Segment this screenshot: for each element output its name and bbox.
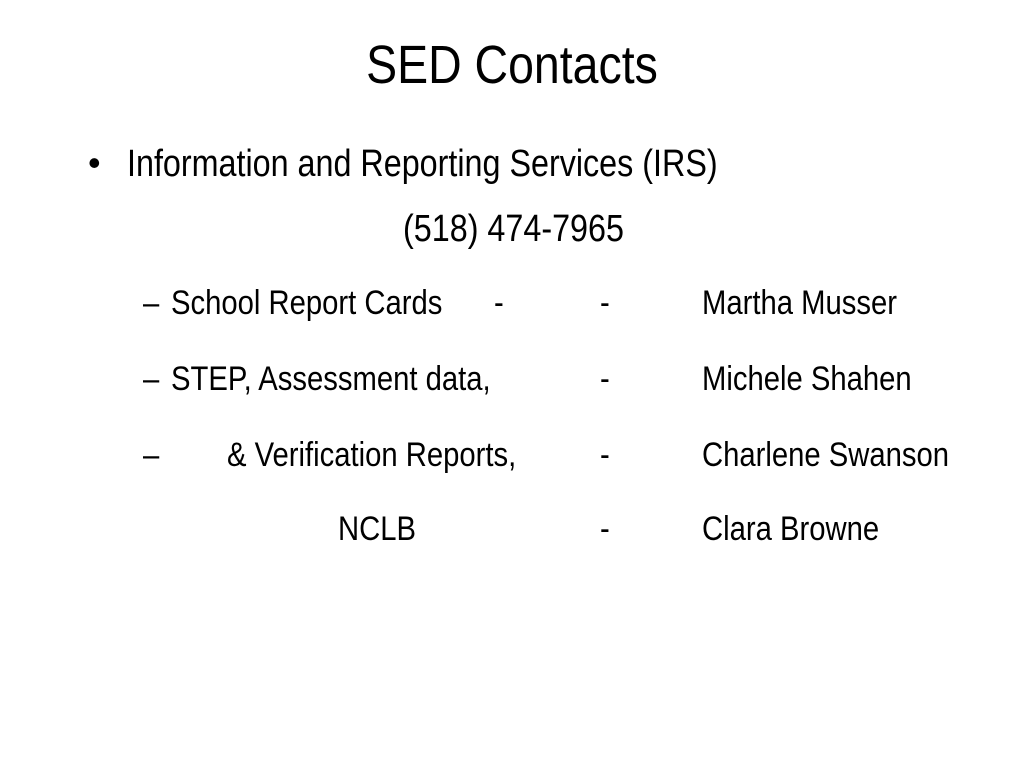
row-contact: Martha Musser — [702, 284, 897, 322]
slide-title: SED Contacts — [366, 35, 658, 95]
row-contact: Clara Browne — [702, 510, 880, 548]
row-label: School Report Cards — [171, 284, 443, 322]
row-label: NCLB — [338, 510, 417, 548]
row-separator: - — [600, 360, 610, 398]
sub-bullet-marker: – — [143, 360, 160, 398]
row-label: & Verification Reports, — [227, 436, 517, 474]
row-contact: Charlene Swanson — [702, 436, 950, 474]
phone-number: (518) 474-7965 — [403, 208, 624, 250]
bullet-text: Information and Reporting Services (IRS) — [127, 143, 718, 185]
row-label: STEP, Assessment data, — [171, 360, 491, 398]
sub-bullet-marker: – — [143, 284, 160, 322]
row-label-dash: - — [494, 284, 504, 322]
row-separator: - — [600, 510, 610, 548]
row-separator: - — [600, 436, 610, 474]
row-contact: Michele Shahen — [702, 360, 912, 398]
row-separator: - — [600, 284, 610, 322]
bullet-marker: • — [88, 142, 101, 183]
sub-bullet-marker: – — [143, 436, 160, 474]
